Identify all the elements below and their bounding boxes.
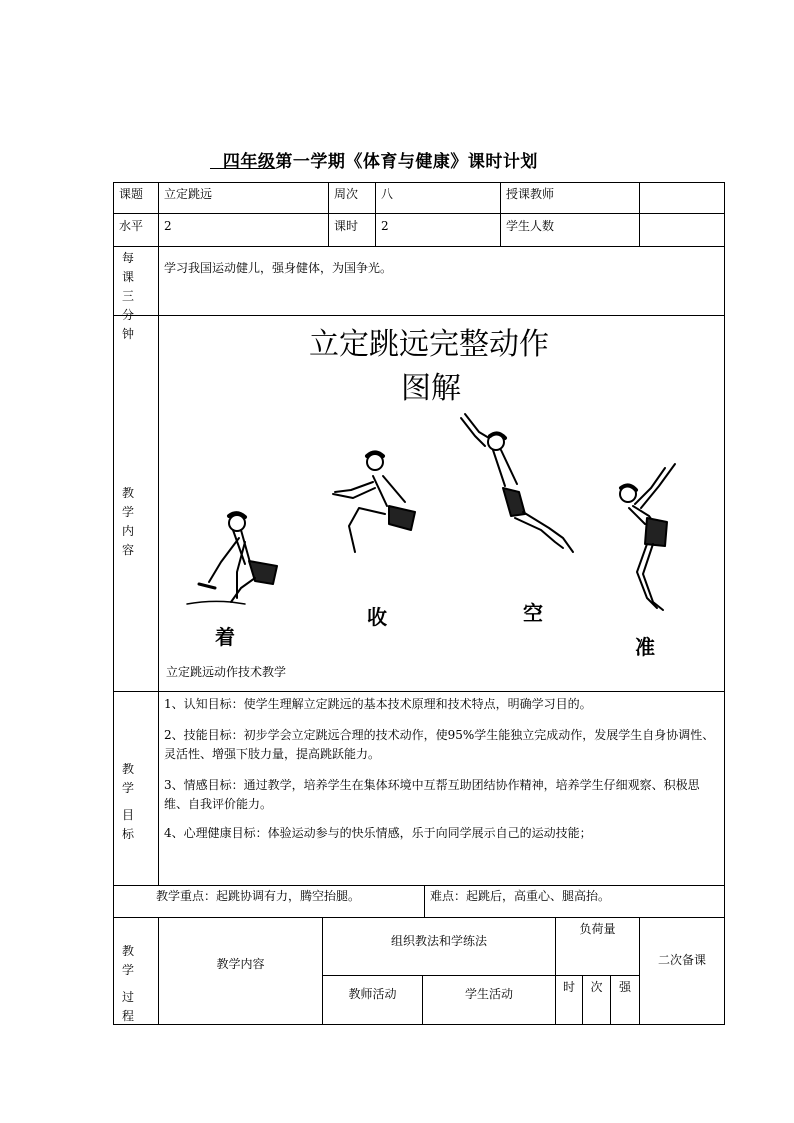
load-header: 负荷量	[579, 922, 616, 936]
document-title	[210, 147, 538, 172]
stage-label-flight: 空	[523, 601, 543, 625]
objective-item: 4、心理健康目标：体验运动参与的快乐情感，乐于向同学展示自己的运动技能；	[164, 826, 592, 840]
focus-text: 教学重点：起跳协调有力，腾空抬腿。	[156, 889, 361, 903]
teacher-label: 授课教师	[506, 187, 555, 201]
level-label: 水平	[119, 219, 144, 233]
title-rest: 第一学期《体育与健康》课时计划	[275, 152, 538, 172]
topic-value: 立定跳远	[164, 187, 213, 201]
content-caption: 立定跳远动作技术教学	[166, 665, 287, 679]
period-label: 课时	[334, 219, 359, 233]
backup-header: 二次备课	[657, 953, 706, 967]
daily-label-line: 三分	[121, 289, 134, 322]
load-intensity-header: 强	[618, 980, 631, 994]
diagram-title-line2: 图解	[401, 371, 461, 406]
week-label: 周次	[334, 187, 359, 201]
students-label: 学生人数	[506, 219, 555, 233]
difficulty-text: 难点：起跳后，高重心、腿高抬。	[430, 889, 611, 903]
topic-label: 课题	[119, 187, 144, 201]
content-label-line: 教学	[121, 486, 134, 519]
content-label-line: 内容	[121, 524, 134, 557]
content-label	[119, 484, 137, 560]
objective-item: 2、技能目标：初步学会立定跳远合理的技术动作，使95%学生能独立完成动作，发展学生自身协调性、灵活性、增强下肢力量，提高跳跃能力。	[164, 728, 715, 761]
stage-label-tuck: 收	[367, 605, 387, 629]
objective-item: 3、情感目标：通过教学，培养学生在集体环境中互帮互助团结协作精神，培养学生仔细观察、积极思维、自我评价能力。	[164, 778, 700, 811]
objectives-label	[119, 760, 137, 844]
diagram-title-line1: 立定跳远完整动作	[309, 327, 549, 362]
ready-figure	[620, 464, 675, 610]
load-count-header: 次	[590, 980, 603, 994]
landing-figure	[187, 513, 277, 604]
tuck-figure	[333, 453, 415, 553]
objectives-label-line: 目标	[121, 808, 134, 841]
title-grade: 四年级	[210, 152, 276, 172]
stage-label-ready: 准	[635, 635, 655, 659]
teacher-activity-header: 教师活动	[348, 987, 397, 1001]
student-activity-header: 学生活动	[464, 987, 513, 1001]
daily-label-line: 钟	[121, 327, 134, 341]
period-value: 2	[381, 219, 389, 233]
load-time-header: 时	[562, 980, 575, 994]
objectives-label-line: 教学	[121, 762, 134, 795]
content-header: 教学内容	[216, 957, 265, 971]
method-header: 组织教法和学练法	[390, 934, 487, 948]
process-label	[119, 942, 137, 1026]
objective-item: 1、认知目标：使学生理解立定跳远的基本技术原理和技术特点，明确学习目的。	[164, 697, 592, 711]
daily-text: 学习我国运动健儿，强身健体，为国争光。	[164, 261, 393, 275]
flight-figure	[461, 414, 573, 552]
stage-label-landing: 着	[215, 625, 235, 649]
standing-long-jump-diagram	[159, 316, 724, 691]
process-label-line: 过程	[121, 990, 134, 1023]
process-label-line: 教学	[121, 944, 134, 977]
week-value: 八	[381, 187, 394, 201]
level-value: 2	[164, 219, 172, 233]
daily-label-line: 每课	[121, 251, 134, 284]
daily-label	[119, 249, 137, 344]
